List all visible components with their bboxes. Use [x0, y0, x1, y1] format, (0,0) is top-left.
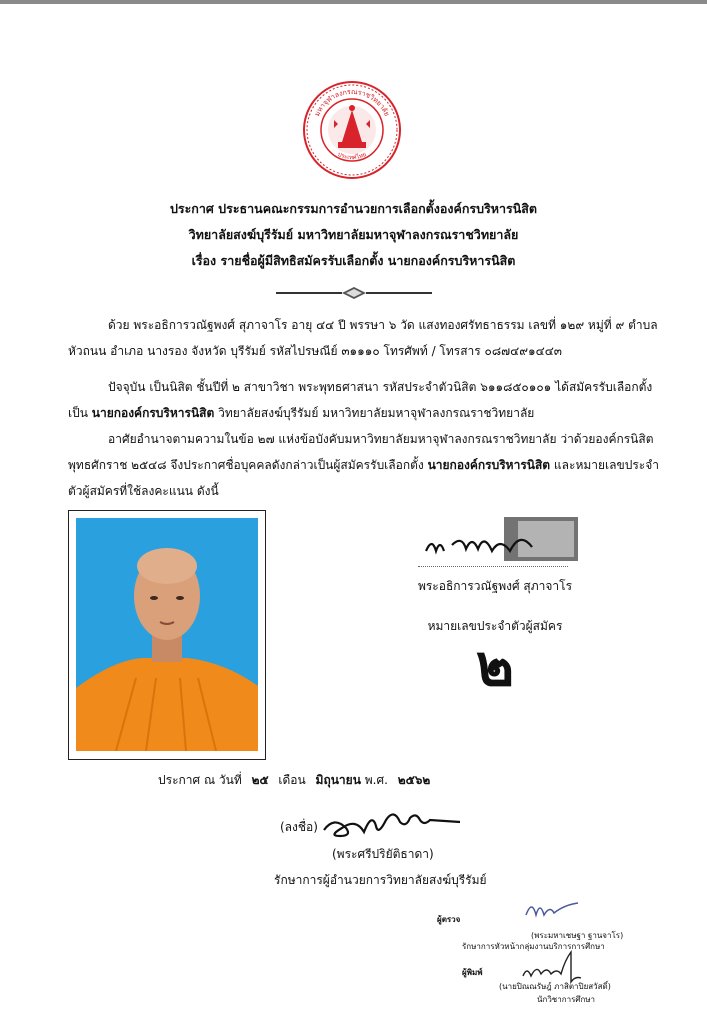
printer-label: ผู้พิมพ์: [462, 968, 483, 977]
candidate-number: ๒: [475, 631, 515, 699]
printer-position: นักวิชาการศึกษา: [537, 995, 596, 1004]
director-position: รักษาการผู้อำนวยการวิทยาลัยสงฆ์บุรีรัมย์: [274, 873, 487, 887]
candidate-photo: [76, 518, 258, 751]
body-paragraph-1: ด้วย พระอธิการวณัฐพงศ์ สุภาจาโร อายุ ๔๔ ปี พรรษา ๖ วัด แสงทองศรัทธาธรรม เลขที่ ๑๒๙ หมู่ที่ ๙ ตำบล หัวถนน อำเภอ นางรอง จังหวัด บุรีรัมย์ รหัสไปรษณีย์ ๓๑๑๑๐ โทรศัพท์ / โทรสาร ๐๘๗๔๙๑๔๔๓: [68, 318, 658, 358]
candidate-name: พระอธิการวณัฐพงศ์ สุภาจาโร: [417, 579, 573, 593]
top-border: [0, 0, 707, 4]
checker-position: รักษาการหัวหน้ากลุ่มงานบริการการศึกษา: [462, 942, 605, 951]
checker-label: ผู้ตรวจ: [437, 915, 461, 924]
checker-signature: [522, 893, 582, 923]
candidate-photo-frame: [68, 510, 266, 760]
candidate-number-label: หมายเลขประจำตัวผู้สมัคร: [427, 619, 563, 633]
signed-label: (ลงชื่อ): [280, 820, 318, 834]
announcement-date: ประกาศ ณ วันที่ ๒๕ เดือน มิถุนายน พ.ศ. ๒๕๖๒: [158, 773, 431, 787]
college-name: วิทยาลัยสงฆ์บุรีรัมย์ มหาวิทยาลัยมหาจุฬาลงกรณราชวิทยาลัย: [188, 227, 519, 242]
body-paragraph-2: ปัจจุบัน เป็นนิสิต ชั้นปีที่ ๒ สาขาวิชา พระพุทธศาสนา รหัสประจำตัวนิสิต ๖๑๑๘๕๐๑๐๑ ได้สมัครรับเลือกตั้งเป็น นายกองค์กรบริหารนิสิต วิทยาลัยสงฆ์บุรีรัมย์ มหาวิทยาลัยมหาจุฬาลงกรณราชวิทยาลัย: [68, 380, 653, 420]
director-signature: [318, 808, 470, 842]
university-seal-logo: [302, 80, 402, 180]
svg-text:มหาจุฬาลงกรณราชวิทยาลัย: มหาจุฬาลงกรณราชวิทยาลัย: [313, 87, 391, 118]
svg-text:ประเทศไทย: ประเทศไทย: [336, 150, 368, 162]
signature-line: [418, 566, 568, 567]
candidate-signature: [422, 517, 578, 567]
body-paragraph-3: อาศัยอำนาจตามความในข้อ ๒๗ แห่งข้อบังคับมหาวิทยาลัยมหาจุฬาลงกรณราชวิทยาลัย ว่าด้วยองค์กรนิสิต พุทธศักราช ๒๕๔๘ จึงประกาศชื่อบุคคลดังกล่าวเป็นผู้สมัครรับเลือกตั้ง นายกองค์กรบริหารนิสิต และหมายเลขประจำตัวผู้สมัครที่ใช้ลงคะแนน ดังนี้: [68, 432, 659, 498]
director-name: (พระศรีปริยัติธาดา): [332, 847, 434, 861]
announcement-subject: เรื่อง รายชื่อผู้มีสิทธิสมัครรับเลือกตั้ง นายกองค์กรบริหารนิสิต: [191, 253, 516, 268]
checker-name: (พระมหาเชษฐา ฐานจาโร): [531, 931, 624, 940]
announcement-title: ประกาศ ประธานคณะกรรมการอำนวยการเลือกตั้งองค์กรบริหารนิสิต: [169, 201, 538, 216]
ornamental-divider: [276, 286, 432, 300]
printer-name: (นายปิณณรัษฎ์ ภาสิตาปิยสวัสดิ์): [499, 982, 611, 991]
